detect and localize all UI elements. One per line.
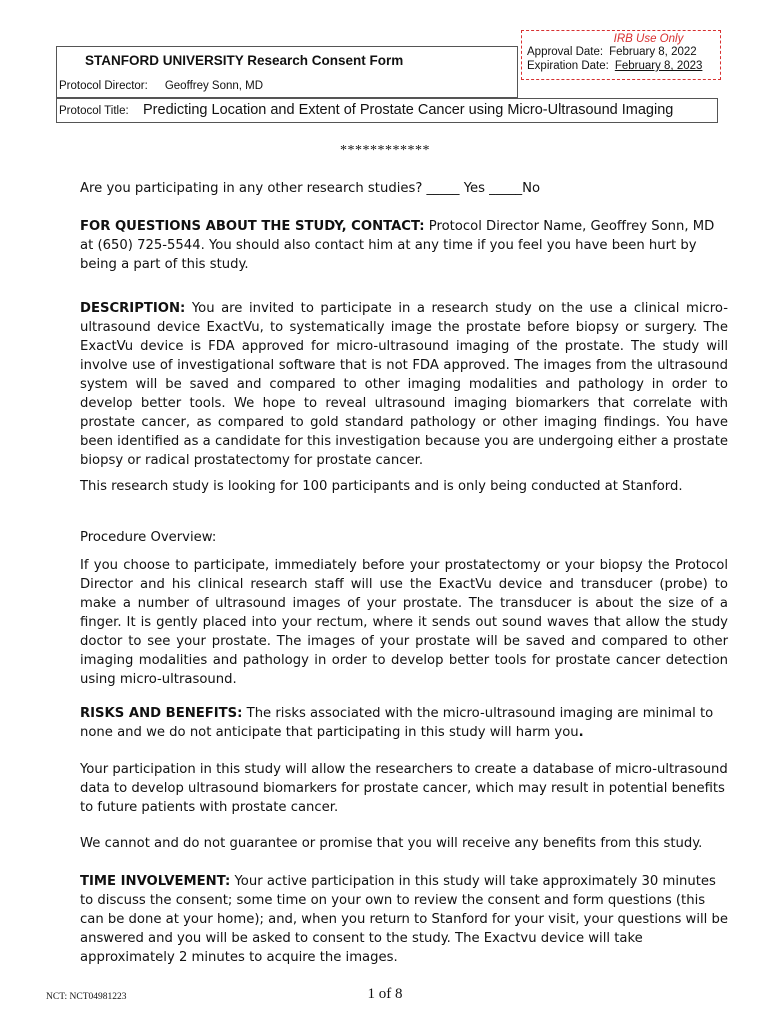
expiration-date: February 8, 2023 bbox=[614, 60, 703, 72]
protocol-director-label: Protocol Director: bbox=[59, 80, 148, 92]
risks-period: . bbox=[578, 725, 584, 740]
risks-text: The risks associated with the micro-ultrasound imaging are minimal to none and we do not anticipate that participating in this study will harm you bbox=[80, 706, 714, 740]
time-text: Your active participation in this study will take approximately 30 minutes to discuss the consent; some time on your own to review the consent and form questions (this can be done at your home); and, when you return to Stanford for your visit, your questions will be answered and you will be asked to consent to the study. The Exactvu device will take approximately 2 minutes to acquire the images. bbox=[80, 874, 728, 965]
approval-date-line bbox=[522, 45, 720, 59]
expiration-date-line bbox=[522, 59, 720, 73]
time-involvement-section bbox=[80, 872, 728, 967]
approval-date-label: Approval Date: bbox=[527, 46, 604, 58]
participants-text: This research study is looking for 100 participants and is only being conducted at Stanford. bbox=[80, 479, 683, 494]
procedure-text: If you choose to participate, immediately before your prostatectomy or your biopsy the Protocol Director and his clinical research staff will use the ExactVu device and transducer (probe) to make a number of ultrasound images of your prostate. The transducer is about the size of a finger. It is gently placed into your rectum, where it sends out sound waves that allow the study doctor to see your prostate. The images of your prostate will be saved and compared to other imaging modalities and pathology in order to develop better tools for prostate cancer detection using micro-ultrasound. bbox=[80, 558, 728, 687]
form-title: STANFORD UNIVERSITY Research Consent Form bbox=[85, 53, 404, 68]
risks-section bbox=[80, 704, 728, 742]
risks-heading: RISKS AND BENEFITS: bbox=[80, 706, 243, 721]
irb-use-only-box bbox=[521, 30, 721, 80]
questions-heading: FOR QUESTIONS ABOUT THE STUDY, CONTACT: bbox=[80, 219, 425, 234]
approval-date: February 8, 2022 bbox=[609, 46, 697, 58]
procedure-heading: Procedure Overview: bbox=[80, 530, 217, 545]
expiration-date-label: Expiration Date: bbox=[527, 60, 609, 72]
questions-text: Protocol Director Name, Geoffrey Sonn, MD at (650) 725-5544. You should also contact him at any time if you feel you have been hurt by being a part of this study. bbox=[80, 219, 715, 272]
footer-nct-number: NCT: NCT04981223 bbox=[46, 992, 127, 1002]
protocol-title-label: Protocol Title: bbox=[59, 105, 129, 117]
protocol-title: Predicting Location and Extent of Prostate Cancer using Micro-Ultrasound Imaging bbox=[143, 102, 674, 118]
protocol-director-name: Geoffrey Sonn, MD bbox=[164, 80, 264, 92]
description-heading: DESCRIPTION: bbox=[80, 301, 186, 316]
benefits-text: Your participation in this study will allow the researchers to create a database of micro-ultrasound data to develop ultrasound biomarkers for prostate cancer, which may result in potential benefits to future patients with prostate cancer. bbox=[80, 762, 728, 815]
consent-form-header bbox=[56, 46, 518, 98]
irb-title: IRB Use Only bbox=[613, 33, 684, 45]
separator-stars: ************ bbox=[340, 143, 430, 158]
description-section bbox=[80, 299, 728, 470]
description-text: You are invited to participate in a research study on the use a clinical micro-ultrasound device ExactVu, to systematically image the prostate before biopsy or surgery. The ExactVu device is FDA approved for micro-ultrasound imaging of the prostate. The study will involve use of investigational software that is not FDA approved. The images from the ultrasound system will be saved and compared to other imaging modalities and pathology in order to develop better tools. We hope to reveal ultrasound imaging biomarkers that correlate with prostate cancer, as compared to gold standard pathology or other imaging findings. You have been identified as a candidate for this investigation because you are undergoing either a prostate biopsy or radical prostatectomy for prostate cancer. bbox=[80, 301, 728, 468]
protocol-title-box bbox=[56, 98, 718, 123]
page-number: 1 of 8 bbox=[367, 986, 403, 1002]
questions-section bbox=[80, 217, 728, 274]
other-studies-question: Are you participating in any other research studies? _____ Yes _____No bbox=[80, 181, 541, 196]
protocol-director bbox=[59, 80, 263, 92]
time-heading: TIME INVOLVEMENT: bbox=[80, 874, 231, 889]
no-guarantee-text: We cannot and do not guarantee or promise that you will receive any benefits from this study. bbox=[80, 836, 703, 851]
